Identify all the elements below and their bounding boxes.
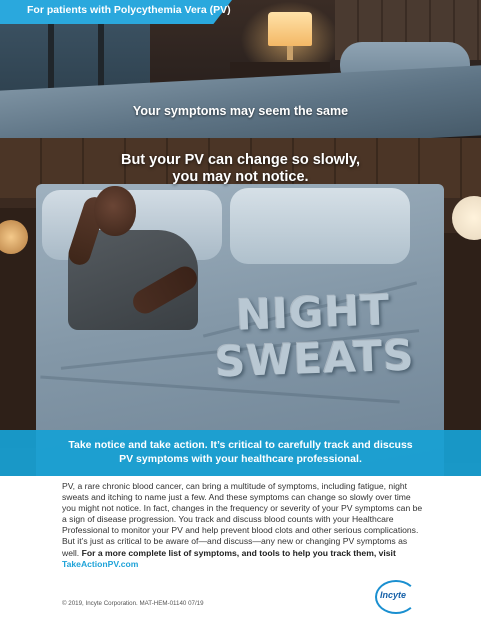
body-call-to-action: For a more complete list of symptoms, and tools to help you track them, visit	[81, 547, 396, 558]
night-sweats-embossed-text	[202, 286, 425, 386]
audience-badge-text: For patients with Polycythemia Vera (PV)	[27, 4, 231, 16]
bedroom-photo-top	[0, 0, 481, 138]
incyte-logo	[375, 580, 415, 612]
bedroom-photo-main	[0, 138, 481, 476]
embossed-line2: SWEATS	[214, 330, 416, 387]
website-link[interactable]: TakeActionPV.com	[62, 558, 139, 569]
body-paragraph	[62, 481, 424, 570]
logo-wordmark: Incyte	[380, 590, 407, 600]
top-headline: Your symptoms may seem the same	[132, 104, 349, 118]
body-text: PV, a rare chronic blood cancer, can bring a multitude of symptoms, including fatigue, night sweats and itching to name just a few. And these symptoms can change so slowly over time you might not notice. In fact, changes in the frequency or severity of your PV symptoms can be a sign of disease progression. You track and discuss blood counts with your Healthcare Professional to monitor your PV and help prevent blood clots and other serious complications. But it’s just as critical to be aware of—and discuss—any new or changing PV symptoms as well.	[62, 481, 423, 558]
nightstand-right-decor	[440, 233, 481, 463]
main-headline	[0, 152, 481, 186]
callout-band	[0, 430, 481, 476]
lamp-icon	[268, 12, 312, 46]
callout-line1: Take notice and take action. It’s critical to carefully track and discuss	[68, 439, 413, 451]
embossed-line1: NIGHT	[235, 285, 392, 340]
callout-text	[0, 438, 481, 466]
main-headline-line2: you may not notice.	[172, 169, 309, 185]
lamp-base-decor	[287, 46, 293, 60]
legal-footer: © 2019, Incyte Corporation. MAT-HEM-01140 07/19	[62, 600, 204, 607]
man-head-figure	[94, 186, 136, 236]
pillow-right-decor	[230, 188, 410, 264]
callout-line2: PV symptoms with your healthcare professional.	[119, 453, 362, 465]
main-headline-line1: But your PV can change so slowly,	[120, 152, 361, 168]
